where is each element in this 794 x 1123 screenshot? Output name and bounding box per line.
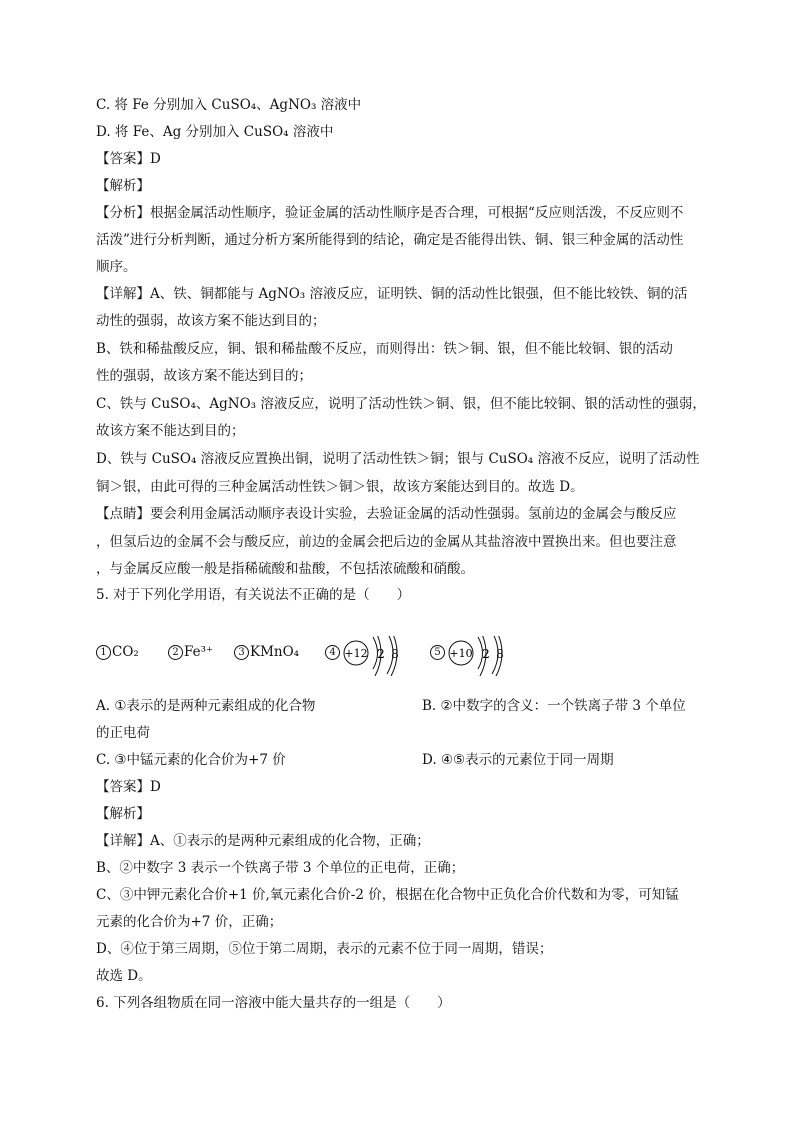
circled-number: 3 [234, 645, 249, 660]
shell-electrons-2: 8 [496, 647, 504, 661]
shell-electrons-1: 2 [377, 647, 385, 661]
q4-xiangjie-line-5: C、铁与 CuSO₄、AgNO₃ 溶液反应，说明了活动性铁＞铜、银，但不能比较铜、银的活动性的强弱， [96, 396, 706, 412]
nucleus-charge: +12 [344, 647, 368, 660]
q4-xiangjie-line-4: 性的强弱，故该方案不能达到目的； [96, 368, 312, 384]
q4-option-d: D. 将 Fe、Ag 分别加入 CuSO₄ 溶液中 [96, 124, 334, 140]
q4-dianjing-line-1: 【点睛】要会利用金属活动顺序表设计实验，去验证金属的活动性强弱。氢前边的金属会与酸反应 [96, 506, 677, 522]
q5-option-b-line-2: 的正电荷 [96, 725, 150, 741]
circled-number: 5 [430, 645, 445, 660]
circled-number: 2 [168, 645, 183, 660]
circled-number: 4 [325, 645, 340, 660]
q4-option-c: C. 将 Fe 分别加入 CuSO₄、AgNO₃ 溶液中 [96, 97, 362, 113]
q5-stem: 5. 对于下列化学用语，有关说法不正确的是（ ） [96, 587, 411, 603]
q4-answer: 【答案】D [96, 151, 161, 167]
q5-symbol-4 [325, 644, 341, 660]
q4-fenxi-line-3: 顺序。 [96, 259, 137, 275]
q5-option-d: D. ④⑤表示的元素位于同一周期 [422, 752, 614, 768]
q4-xiangjie-line-1: 【详解】A、铁、铜都能与 AgNO₃ 溶液反应，证明铁、铜的活动性比银强，但不能比较铁、铜的活 [96, 286, 688, 302]
nucleus-charge: +10 [449, 647, 473, 660]
symbol-text: CO₂ [112, 644, 139, 660]
q5-xiangjie-line-5: D、④位于第三周期，⑤位于第二周期，表示的元素不位于同一周期，错误； [96, 941, 553, 957]
q5-symbols-row [96, 636, 696, 676]
q4-fenxi-line-2: 活泼”进行分析判断，通过分析方案所能得到的结论，确定是否能得出铁、铜、银三种金属的活动性 [96, 232, 684, 248]
symbol-text: KMnO₄ [250, 644, 300, 660]
symbol-text: Fe³⁺ [184, 644, 214, 660]
q4-analysis-label: 【解析】 [96, 178, 150, 194]
q5-xiangjie-line-1: 【详解】A、①表示的是两种元素组成的化合物，正确； [96, 833, 430, 849]
q4-xiangjie-line-3: B、铁和稀盐酸反应，铜、银和稀盐酸不反应，而则得出：铁＞铜、银，但不能比较铜、银的活动 [96, 341, 673, 357]
q4-xiangjie-line-7: D、铁与 CuSO₄ 溶液反应置换出铜，说明了活动性铁＞铜；银与 CuSO₄ 溶液不反应，说明了活动性 [96, 451, 700, 467]
q4-xiangjie-line-8: 铜＞银，由此可得的三种金属活动性铁＞铜＞银，故该方案能达到目的。故选 D。 [96, 479, 584, 495]
q5-xiangjie-line-6: 故选 D。 [96, 968, 152, 984]
q5-option-c: C. ③中锰元素的化合价为+7 价 [96, 752, 286, 768]
shell-electrons-2: 8 [391, 647, 399, 661]
q5-xiangjie-line-3: C、③中钾元素化合价+1 价,氧元素化合价-2 价，根据在化合物中正负化合价代数和为零，可知锰 [96, 887, 679, 903]
q5-answer: 【答案】D [96, 779, 161, 795]
q6-stem: 6. 下列各组物质在同一溶液中能大量共存的一组是（ ） [96, 995, 451, 1011]
q5-symbol-3 [234, 644, 299, 660]
q4-fenxi-line-1: 【分析】根据金属活动性顺序，验证金属的活动性顺序是否合理，可根据“反应则活泼，不反应则不 [96, 205, 684, 221]
q4-xiangjie-line-6: 故该方案不能达到目的； [96, 423, 245, 439]
q4-dianjing-line-3: ，与金属反应酸一般是指稀硫酸和盐酸，不包括浓硫酸和硝酸。 [96, 561, 474, 577]
q5-option-b-line-1: B. ②中数字的含义：一个铁离子带 3 个单位 [422, 698, 686, 714]
circled-number: 1 [96, 645, 111, 660]
q5-symbol-1 [96, 644, 139, 660]
q5-symbol-2 [168, 644, 213, 660]
q5-xiangjie-line-4: 元素的化合价为+7 价，正确； [96, 914, 283, 930]
q4-xiangjie-line-2: 动性的强弱，故该方案不能达到目的； [96, 313, 326, 329]
q5-option-a: A. ①表示的是两种元素组成的化合物 [96, 698, 316, 714]
q5-analysis-label: 【解析】 [96, 806, 150, 822]
q5-symbol-5 [430, 644, 446, 660]
shell-electrons-1: 2 [482, 647, 490, 661]
q4-dianjing-line-2: ，但氢后边的金属不会与酸反应，前边的金属会把后边的金属从其盐溶液中置换出来。但也要注意 [96, 534, 677, 550]
q5-xiangjie-line-2: B、②中数字 3 表示一个铁离子带 3 个单位的正电荷，正确； [96, 860, 465, 876]
atom-structure-diagram-5 [447, 636, 557, 676]
